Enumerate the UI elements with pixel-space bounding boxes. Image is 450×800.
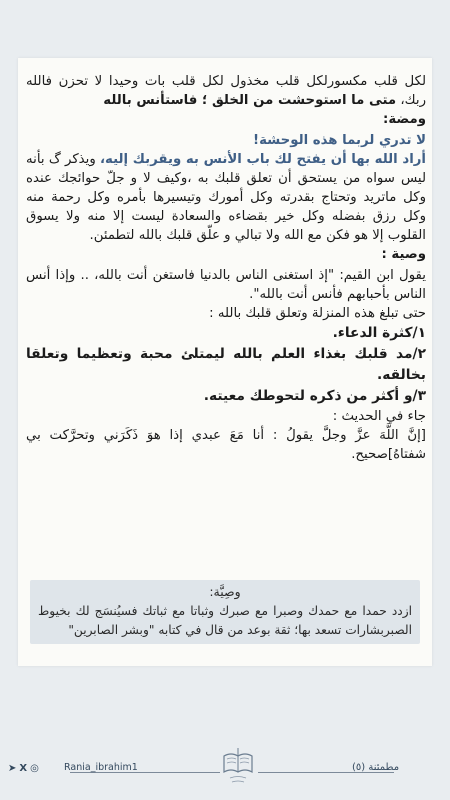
hadith-text: [إنَّ اللَّهَ عزَّ وجلَّ يقولُ : أنا مَعَ عبدي إذا هوَ ذَكَرَني وتحرَّكت بي شفتاهُ]صحيح. <box>26 428 426 462</box>
list-item-1: ١/كثرة الدعاء. <box>332 325 426 341</box>
list-item-3: ٣/و أكثر من ذكره لتحوطك معيته. <box>203 388 426 404</box>
page-number: مطمئنة (٥) <box>352 762 400 773</box>
intro-text: لكل قلب مكسورلكل قلب مخذول لكل قلب بات وحيدا لا تحزن فالله ربك، <box>26 74 426 108</box>
intro-bold-text: متى ما استوحشت من الخلق ؛ فاستأنس بالله <box>103 93 397 108</box>
paragraph-main <box>26 150 426 245</box>
instagram-icon[interactable]: ◎ <box>30 763 39 774</box>
article-body <box>26 72 426 464</box>
list-intro: حتى تبلغ هذه المنزلة وتعلق قلبك بالله : <box>209 306 426 321</box>
section-label-wamda: ومضة: <box>383 112 426 127</box>
hadith-intro: جاء في الحديث : <box>332 409 426 424</box>
list-item-2: ٢/مد قلبك بغذاء العلم بالله ليمتلئ محبة وتعظيما وتعلقا بخالقه. <box>26 346 426 383</box>
section-label-wasiya: وصية : <box>381 247 426 262</box>
telegram-icon[interactable]: ➤ <box>8 763 17 774</box>
advice-title: وصِيَّة: <box>209 584 241 599</box>
main-text: ويذكر گ بأنه ليس سواه من يستحق أن تعلق قلبك به ،وكيف لا و جلّ حوائجك عنده وكل ماتريد وتحتاج بقدرته وكل أمورك وتيسيرها بأمره وكل رحمة منه وكل رزق بفضله وكل خير بقضاءه والسعادة ليست إلا منه ولا يسوق القلوب إلا هو فكن مع الله ولا تبالي و علّق قلبك بالله لتطمئن. <box>26 152 426 243</box>
paragraph-intro <box>26 72 426 110</box>
highlight-line-2: أراد الله بها أن يفتح لك باب الأنس به ويقربك إليه، <box>100 152 426 167</box>
advice-text: ازدد حمدا مع حمدك وصبرا مع صبرك وثباتا مع ثباتك فسيُنسَج لك بخيوط الصبربشارات تسعد بها؛ ثقة بوعد من قال في كتابه "وبشر الصابرين" <box>38 604 412 637</box>
advice-box <box>30 580 420 644</box>
footer <box>0 750 450 790</box>
book-logo-icon <box>220 742 256 786</box>
highlight-line-1: لا تدري لربما هذه الوحشة! <box>253 133 426 148</box>
x-icon[interactable]: X <box>19 763 28 774</box>
social-icons <box>8 763 39 774</box>
social-handle[interactable]: Rania_ibrahim1 <box>64 762 138 773</box>
quote-ibn-qayyim: يقول ابن القيم: "إذ استغنى الناس بالدنيا فاستغن أنت بالله، .. وإذا أنس الناس بأحبابهم فأنس أنت بالله". <box>26 268 426 302</box>
